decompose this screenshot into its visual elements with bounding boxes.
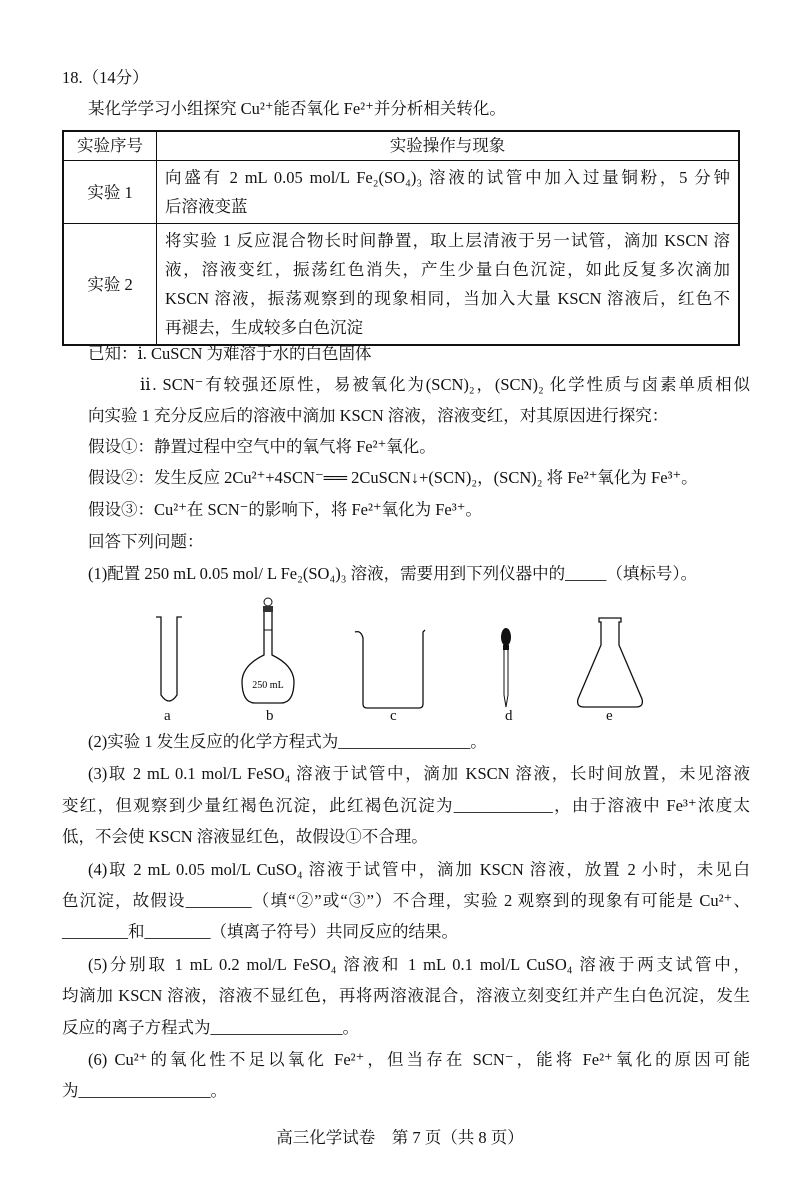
description-line: 液，溶液变红，振荡红色消失，产生少量白色沉淀，如此反复多次滴加 [165, 260, 730, 279]
page-footer: 高三化学试卷 第 7 页（共 8 页） [276, 1128, 524, 1147]
apparatus-label-b: b [266, 708, 274, 724]
apparatus-label-d: d [505, 708, 513, 724]
description-line: KSCN 溶液，振荡观察到的现象相同，当加入大量 KSCN 溶液后，红色不 [165, 289, 730, 308]
table-row [63, 224, 739, 346]
volumetric-flask-icon [235, 595, 305, 707]
question-4-line: 色沉淀，故假设________（填“②”或“③”）不合理，实验 2 观察到的现象有可能是 Cu²⁺、 [62, 891, 750, 910]
apparatus-label-e: e [606, 708, 613, 724]
conical-flask-icon [570, 615, 650, 711]
question-3-line: (3)取 2 mL 0.1 mol/L FeSO₄ 溶液于试管中，滴加 KSCN 溶液，长时间放置，未见溶液 [88, 764, 750, 783]
experiment-id: 实验 2 [63, 224, 157, 346]
question-6-line: (6) Cu²⁺的氧化性不足以氧化 Fe²⁺，但当存在 SCN⁻，能将 Fe²⁺氧化的原因可能 [88, 1050, 750, 1069]
hypothesis-3: 假设③：Cu²⁺在 SCN⁻的影响下，将 Fe²⁺氧化为 Fe³⁺。 [88, 500, 482, 519]
description-line: 将实验 1 反应混合物长时间静置，取上层清液于另一试管，滴加 KSCN 溶 [165, 231, 730, 250]
question-1: (1)配置 250 mL 0.05 mol/ L Fe₂(SO₄)₃ 溶液，需要用到下列仪器中的_____（填标号）。 [88, 564, 698, 583]
hypothesis-2: 假设②：发生反应 2Cu²⁺+4SCN⁻══ 2CuSCN↓+(SCN)₂，(SCN)₂ 将 Fe²⁺氧化为 Fe³⁺。 [88, 468, 698, 487]
question-5-line: (5)分别取 1 mL 0.2 mol/L FeSO₄ 溶液和 1 mL 0.1 mol/L CuSO₄ 溶液于两支试管中， [88, 955, 750, 974]
question-2: (2)实验 1 发生反应的化学方程式为________________。 [88, 732, 487, 751]
question-6-line: 为________________。 [62, 1081, 227, 1100]
hypothesis-1: 假设①：静置过程中空气中的氧气将 Fe²⁺氧化。 [88, 437, 436, 456]
test-tube-icon [150, 605, 190, 705]
description-line: 向盛有 2 mL 0.05 mol/L Fe₂(SO₄)₃ 溶液的试管中加入过量铜粉，5 分钟 [165, 168, 730, 187]
answer-prompt: 回答下列问题： [88, 532, 204, 551]
experiment-description [157, 161, 740, 224]
question-3-line: 变红，但观察到少量红褐色沉淀，此红褐色沉淀为____________，由于溶液中 Fe³⁺浓度太 [62, 796, 750, 815]
question-5-line: 均滴加 KSCN 溶液，溶液不显红色，再将两溶液混合，溶液立刻变红并产生白色沉淀，发生 [62, 986, 750, 1005]
question-4-line: ________和________（填离子符号）共同反应的结果。 [62, 922, 458, 941]
experiment-id: 实验 1 [63, 161, 157, 224]
investigation-lead: 向实验 1 充分反应后的溶液中滴加 KSCN 溶液，溶液变红，对其原因进行探究： [88, 406, 669, 425]
description-line: 再褪去，生成较多白色沉淀 [165, 318, 363, 337]
known-i: 已知：ⅰ. CuSCN 为难溶于水的白色固体 [88, 344, 372, 363]
question-5-line: 反应的离子方程式为________________。 [62, 1018, 359, 1037]
question-intro: 某化学学习小组探究 Cu²⁺能否氧化 Fe²⁺并分析相关转化。 [88, 99, 506, 118]
table-header: 实验序号 [63, 131, 157, 161]
beaker-icon [353, 628, 433, 710]
dropper-icon [496, 625, 516, 710]
question-4-line: (4)取 2 mL 0.05 mol/L CuSO₄ 溶液于试管中，滴加 KSCN 溶液，放置 2 小时，未见白 [88, 860, 750, 879]
apparatus-label-c: c [390, 708, 397, 724]
flask-volume-label: 250 mL [252, 680, 284, 691]
experiment-table [62, 130, 740, 346]
apparatus-label-a: a [164, 708, 171, 724]
question-number: 18.（14分） [62, 68, 149, 87]
question-3-line: 低，不会使 KSCN 溶液显红色，故假设①不合理。 [62, 827, 428, 846]
table-row [63, 161, 739, 224]
description-line: 后溶液变蓝 [165, 197, 248, 216]
experiment-description [157, 224, 740, 346]
table-header: 实验操作与现象 [157, 131, 740, 161]
known-ii: ⅱ. SCN⁻有较强还原性，易被氧化为(SCN)₂，(SCN)₂ 化学性质与卤素单质相似 [140, 375, 750, 394]
